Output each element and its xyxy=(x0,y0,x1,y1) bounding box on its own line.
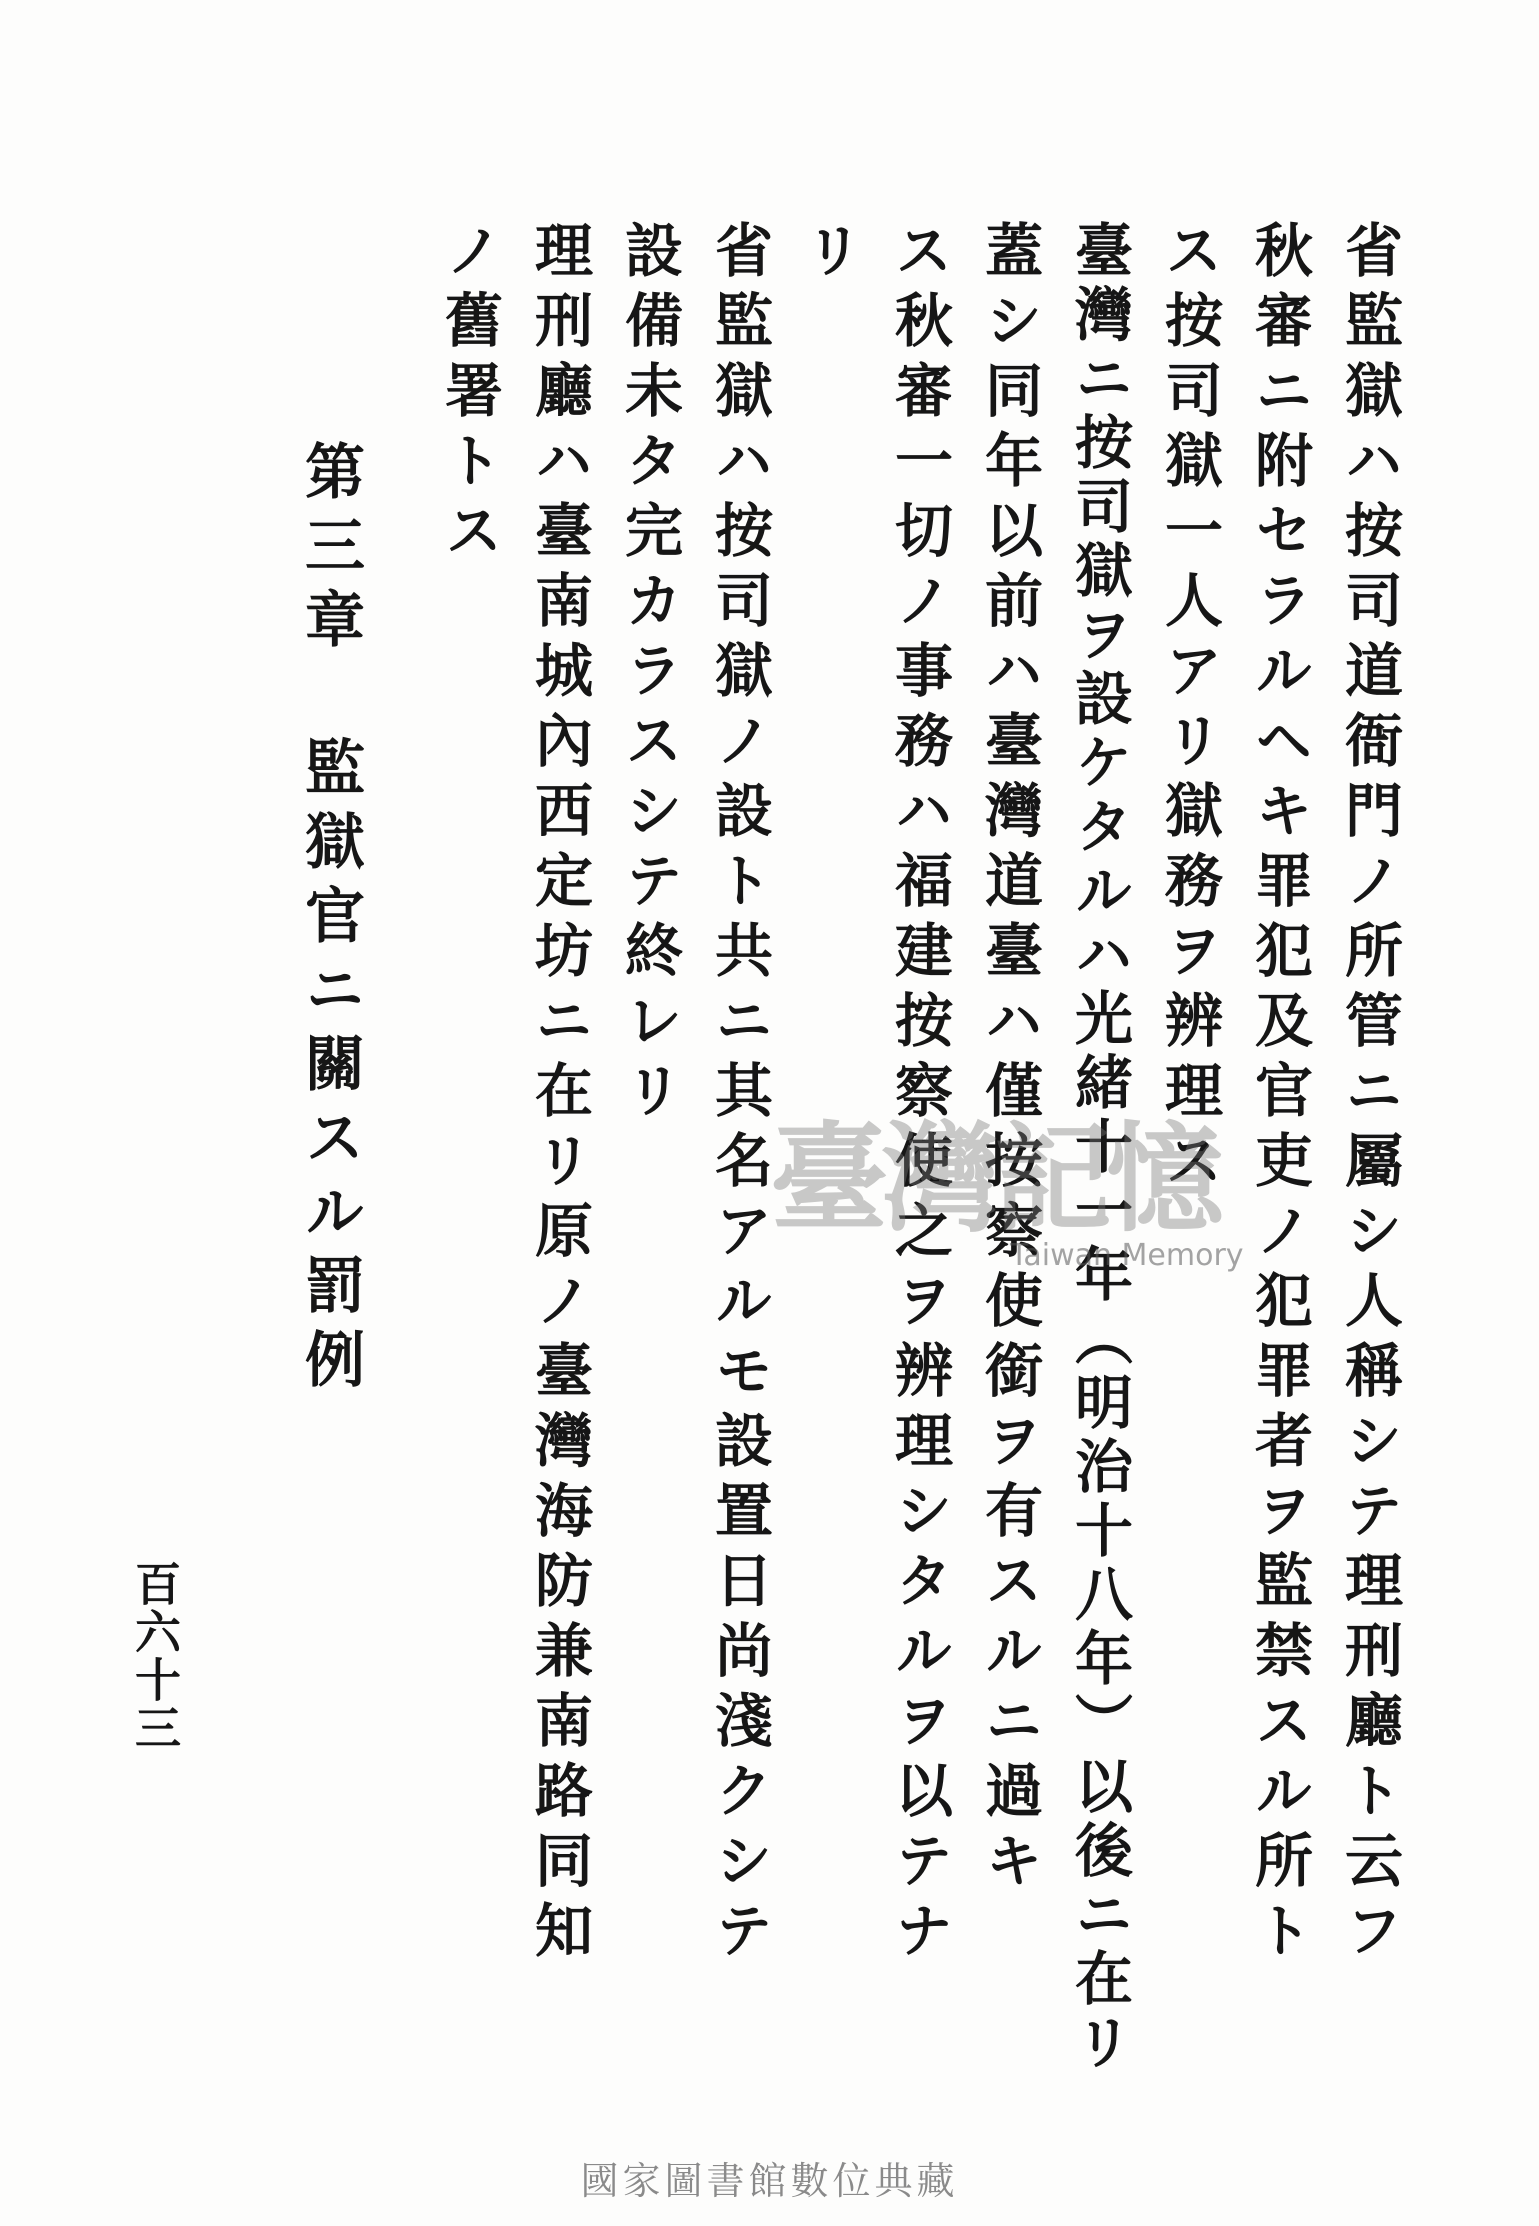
watermark-sub-text: Taiwan Memory xyxy=(1010,1238,1244,1273)
text-column-1: 省監獄ハ按司道衙門ノ所管ニ屬シ人稱シテ理刑廳ト云フ xyxy=(1335,220,1403,1970)
text-column-9: 設備未タ完カラスシテ終レリ xyxy=(615,220,683,1130)
text-column-6: ス秋審一切ノ事務ハ福建按察使之ヲ辨理シタルヲ以テナ xyxy=(885,220,953,1970)
footer-credit: 國家圖書館數位典藏 xyxy=(580,2159,959,2203)
chapter-heading: 第三章 監獄官ニ關スル罰例 xyxy=(295,440,365,1402)
text-column-11: ノ舊署トス xyxy=(435,220,503,570)
text-column-10: 理刑廳ハ臺南城內西定坊ニ在リ原ノ臺灣海防兼南路同知 xyxy=(525,220,593,1970)
text-column-7: リ xyxy=(795,220,863,290)
watermark-logo-text: 臺灣記憶 xyxy=(770,1109,1219,1248)
text-column-4: 臺灣ニ按司獄ヲ設ケタルハ光緒十一年（明治十八年）以後ニ在リ xyxy=(1065,220,1133,2076)
text-column-3: ス按司獄一人アリ獄務ヲ辨理ス xyxy=(1155,220,1223,1200)
page-number: 百六十三 xyxy=(128,1560,182,1752)
text-column-2: 秋審ニ附セラルヘキ罪犯及官吏ノ犯罪者ヲ監禁スル所ト xyxy=(1245,220,1313,1970)
text-column-5: 蓋シ同年以前ハ臺灣道臺ハ僅按察使銜ヲ有スルニ過キ xyxy=(975,220,1043,1900)
text-column-8: 省監獄ハ按司獄ノ設ト共ニ其名アルモ設置日尚淺クシテ xyxy=(705,220,773,1970)
